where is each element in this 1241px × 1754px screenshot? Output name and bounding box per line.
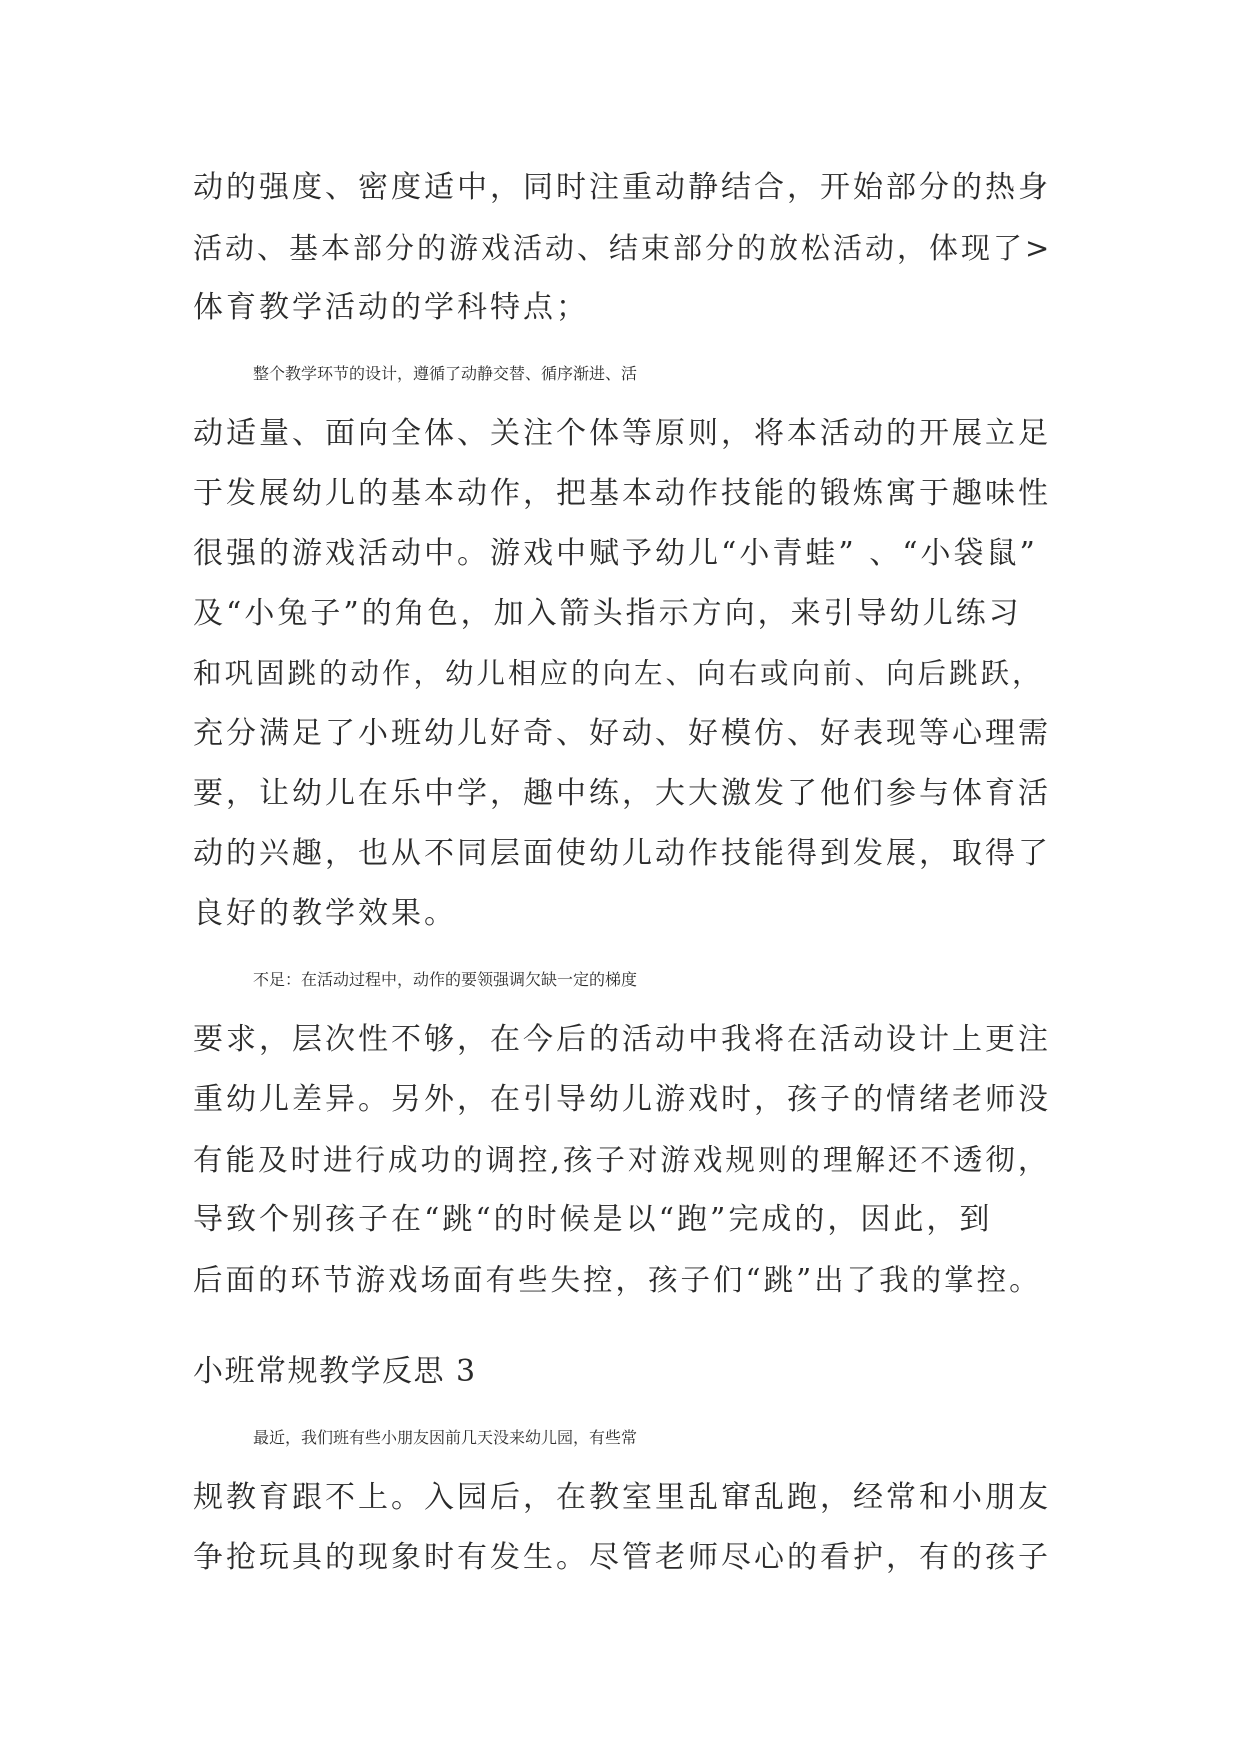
section-title: 小班常规教学反思 3 (193, 1354, 477, 1389)
paragraph-line: 良好的教学效果。 (193, 896, 457, 931)
paragraph-line: 有能及时进行成功的调控,孩子对游戏规则的理解还不透彻， (193, 1143, 1051, 1177)
paragraph-line: 最近，我们班有些小朋友因前几天没来幼儿园，有些常 (253, 1428, 638, 1447)
paragraph-line: 和巩固跳的动作，幼儿相应的向左、向右或向前、向后跳跃， (193, 657, 1044, 690)
paragraph-line: 及“小兔子”的角色，加入箭头指示方向，来引导幼儿练习 (193, 596, 1022, 631)
paragraph-line: 充分满足了小班幼儿好奇、好动、好模仿、好表现等心理需 (193, 716, 1051, 751)
paragraph-line: 整个教学环节的设计，遵循了动静交替、循序渐进、活 (253, 364, 638, 383)
paragraph-line: 很强的游戏活动中。游戏中赋予幼儿“小青蛙” 、“小袋鼠” (193, 536, 1038, 571)
paragraph-line: 动的强度、密度适中，同时注重动静结合，开始部分的热身 (193, 170, 1051, 205)
paragraph-line: 要求，层次性不够，在今后的活动中我将在活动设计上更注 (193, 1022, 1051, 1057)
paragraph-line: 不足：在活动过程中，动作的要领强调欠缺一定的梯度 (253, 970, 638, 989)
paragraph-line: 体育教学活动的学科特点； (193, 290, 589, 325)
paragraph-line: 导致个别孩子在“跳“的时候是以“跑”完成的，因此，到 (193, 1202, 993, 1237)
paragraph-line: 争抢玩具的现象时有发生。尽管老师尽心的看护，有的孩子 (193, 1540, 1051, 1575)
paragraph-line: 动适量、面向全体、关注个体等原则，将本活动的开展立足 (193, 416, 1051, 451)
paragraph-line: 活动、基本部分的游戏活动、结束部分的放松活动，体现了> (193, 231, 1053, 265)
paragraph-line: 于发展幼儿的基本动作，把基本动作技能的锻炼寓于趣味性 (193, 476, 1051, 511)
paragraph-line: 规教育跟不上。入园后，在教室里乱窜乱跑，经常和小朋友 (193, 1480, 1051, 1515)
paragraph-line: 要，让幼儿在乐中学，趣中练，大大激发了他们参与体育活 (193, 776, 1051, 811)
paragraph-line: 后面的环节游戏场面有些失控，孩子们“跳”出了我的掌控。 (193, 1263, 1042, 1297)
paragraph-line: 动的兴趣，也从不同层面使幼儿动作技能得到发展，取得了 (193, 836, 1051, 871)
paragraph-line: 重幼儿差异。另外，在引导幼儿游戏时，孩子的情绪老师没 (193, 1082, 1051, 1117)
